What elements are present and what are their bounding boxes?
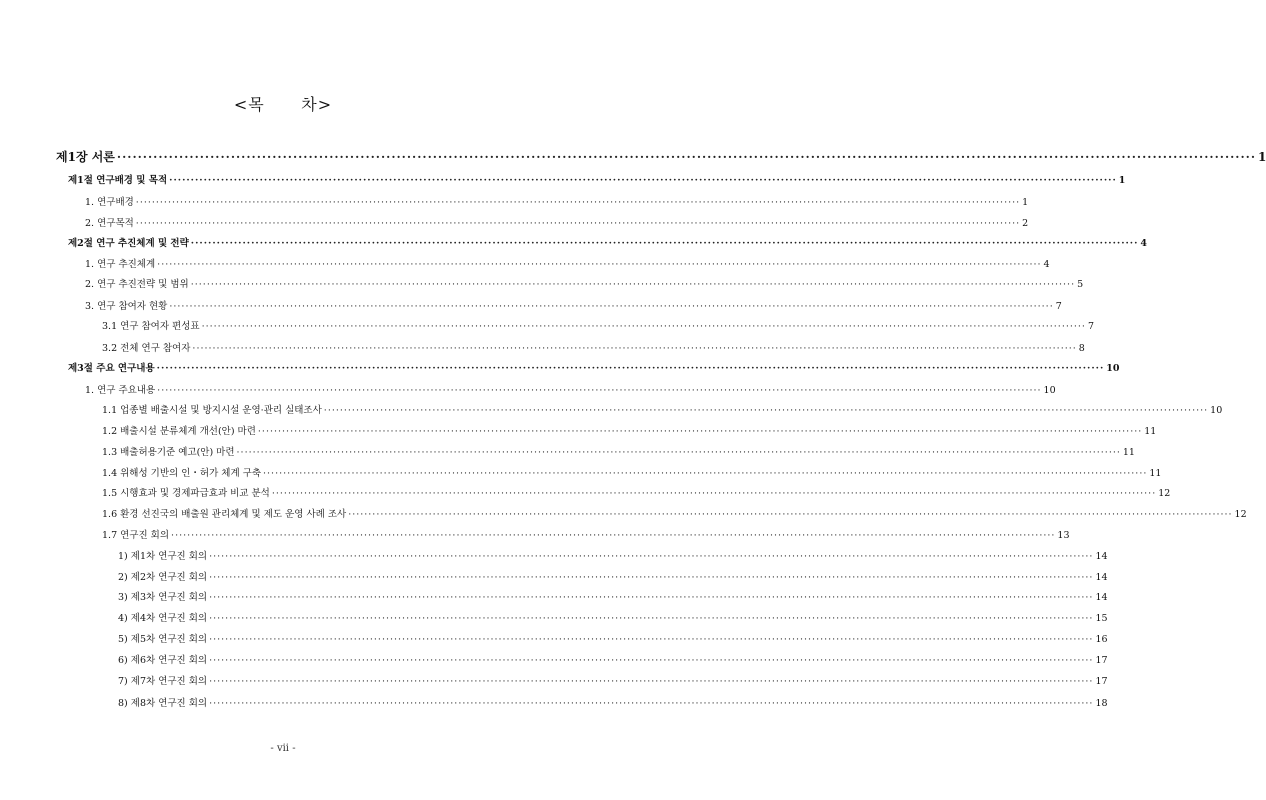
toc-entry-label: 1.5 시행효과 및 경제파급효과 비교 분석	[102, 488, 270, 499]
toc-entry-label: 1.4 위해성 기반의 인・허가 체계 구축	[102, 468, 262, 479]
toc-entry-page: 12	[1234, 509, 1247, 520]
toc-entry[interactable]	[85, 300, 1062, 314]
toc-entry-page: 1	[1022, 197, 1029, 208]
dot-leader: ····························································································································································································································	[169, 301, 1054, 312]
toc-entry-label: 4) 제4차 연구진 회의	[118, 613, 208, 624]
toc-entry-label: 2. 연구 추진전략 및 범위	[85, 279, 189, 290]
dot-leader: ····························································································································································································································	[348, 509, 1233, 520]
toc-entry[interactable]	[118, 591, 1108, 605]
dot-leader: ····························································································································································································································	[135, 197, 1021, 208]
toc-entry-label: 제3절 주요 연구내용	[68, 363, 155, 374]
toc-entry[interactable]	[102, 404, 1223, 418]
toc-entry-label: 제1절 연구배경 및 목적	[68, 175, 168, 186]
toc-entry[interactable]	[118, 633, 1108, 647]
dot-leader: ····························································································································································································································	[209, 655, 1094, 666]
toc-entry[interactable]	[102, 467, 1162, 481]
toc-entry[interactable]	[118, 654, 1108, 668]
toc-entry-label: 1. 연구 추진체계	[85, 259, 156, 270]
toc-entry-page: 4	[1043, 259, 1050, 270]
toc-entry-page: 18	[1095, 698, 1108, 709]
toc-entry[interactable]	[68, 237, 1148, 251]
toc-entry-label: 1.2 배출시설 분류체계 개선(안) 마련	[102, 426, 256, 437]
toc-entry[interactable]	[118, 550, 1108, 564]
toc-entry-label: 3.1 연구 참여자 편성표	[102, 321, 200, 332]
toc-entry-label: 8) 제8차 연구진 회의	[118, 698, 208, 709]
toc-entry-page: 10	[1043, 385, 1056, 396]
dot-leader: ····························································································································································································································	[157, 385, 1042, 396]
toc-entry-page: 15	[1095, 613, 1108, 624]
toc-entry[interactable]	[118, 612, 1108, 626]
toc-entry[interactable]	[102, 320, 1094, 334]
toc-entry-page: 7	[1087, 321, 1094, 332]
toc-entry-label: 2. 연구목적	[85, 218, 134, 229]
toc-entry[interactable]	[102, 529, 1070, 543]
toc-entry-page: 11	[1122, 447, 1135, 458]
toc-entry[interactable]	[68, 174, 1126, 188]
dot-leader: ····························································································································································································································	[209, 698, 1094, 709]
toc-entry-page: 12	[1158, 488, 1171, 499]
toc-entry-page: 11	[1144, 426, 1157, 437]
dot-leader: ····························································································································································································································	[171, 530, 1056, 541]
dot-leader: ····························································································································································································································	[271, 488, 1157, 499]
toc-entry-label: 1.1 업종별 배출시설 및 방지시설 운영·관리 실태조사	[102, 405, 322, 416]
dot-leader: ····························································································································································································································	[190, 238, 1139, 249]
toc-entry[interactable]	[102, 508, 1247, 522]
toc-entry-page: 8	[1078, 343, 1085, 354]
toc-entry-page: 13	[1057, 530, 1070, 541]
dot-leader: ····························································································································································································································	[323, 405, 1209, 416]
toc-entry-label: 3) 제3차 연구진 회의	[118, 592, 208, 603]
dot-leader: ····························································································································································································································	[236, 447, 1121, 458]
toc-entry-label: 1. 연구배경	[85, 197, 134, 208]
toc-entry-page: 14	[1095, 551, 1108, 562]
toc-entry-page: 1	[1118, 175, 1126, 186]
toc-entry[interactable]	[118, 697, 1108, 711]
toc-entry-label: 1.3 배출허용기준 예고(안) 마련	[102, 447, 235, 458]
toc-entry-label: 제2절 연구 추진체계 및 전략	[68, 238, 189, 249]
toc-entry-page: 14	[1095, 572, 1108, 583]
toc-entry-page: 4	[1140, 238, 1148, 249]
dot-leader: ····························································································································································································································	[209, 676, 1094, 687]
toc-entry-label: 1) 제1차 연구진 회의	[118, 551, 208, 562]
toc-entry-label: 1.6 환경 선진국의 배출원 관리체계 및 제도 운영 사례 조사	[102, 509, 347, 520]
dot-leader: ····························································································································································································································	[209, 592, 1094, 603]
toc-entry-label: 1.7 연구진 회의	[102, 530, 170, 541]
dot-leader: ····························································································································································································································	[116, 150, 1257, 164]
toc-entry-page: 11	[1149, 468, 1162, 479]
toc-entry-page: 17	[1095, 676, 1108, 687]
toc-entry[interactable]	[68, 362, 1120, 376]
toc-entry[interactable]	[102, 446, 1135, 460]
toc-entry[interactable]	[102, 342, 1085, 356]
toc-entry-page: 10	[1106, 363, 1120, 374]
dot-leader: ····························································································································································································································	[257, 426, 1143, 437]
toc-entry-page: 14	[1095, 592, 1108, 603]
toc-entry-page: 5	[1077, 279, 1084, 290]
toc-entry[interactable]	[85, 258, 1050, 272]
toc-entry-label: 1. 연구 주요내용	[85, 385, 156, 396]
toc-entry-page: 2	[1022, 218, 1029, 229]
dot-leader: ····························································································································································································································	[209, 572, 1094, 583]
toc-entry[interactable]	[85, 196, 1029, 210]
dot-leader: ····························································································································································································································	[135, 218, 1021, 229]
toc-entry-label: 2) 제2차 연구진 회의	[118, 572, 208, 583]
dot-leader: ····························································································································································································································	[192, 343, 1077, 354]
dot-leader: ····························································································································································································································	[209, 613, 1094, 624]
toc-entry[interactable]	[118, 675, 1108, 689]
toc-entry-label: 3. 연구 참여자 현황	[85, 301, 168, 312]
toc-entry-label: 5) 제5차 연구진 회의	[118, 634, 208, 645]
dot-leader: ····························································································································································································································	[209, 634, 1094, 645]
dot-leader: ····························································································································································································································	[263, 468, 1148, 479]
toc-entry-page: 7	[1055, 301, 1062, 312]
toc-entry[interactable]	[85, 217, 1029, 231]
dot-leader: ····························································································································································································································	[156, 363, 1105, 374]
page-footer: - vii -	[270, 743, 296, 754]
toc-entry-label: 6) 제6차 연구진 회의	[118, 655, 208, 666]
toc-entry-page: 1	[1258, 150, 1266, 164]
toc-entry[interactable]	[102, 425, 1157, 439]
toc-entry-label: 7) 제7차 연구진 회의	[118, 676, 208, 687]
toc-entry[interactable]	[56, 150, 1266, 164]
toc-entry[interactable]	[85, 384, 1056, 398]
toc-entry[interactable]	[118, 571, 1108, 585]
toc-entry[interactable]	[85, 278, 1084, 292]
dot-leader: ····························································································································································································································	[169, 175, 1117, 186]
toc-title: <목 차>	[233, 95, 333, 114]
toc-entry[interactable]	[102, 487, 1171, 501]
dot-leader: ····························································································································································································································	[201, 321, 1086, 332]
dot-leader: ····························································································································································································································	[157, 259, 1042, 270]
toc-entry-page: 17	[1095, 655, 1108, 666]
toc-entry-label: 제1장 서론	[56, 150, 115, 164]
toc-entry-page: 16	[1095, 634, 1108, 645]
toc-entry-label: 3.2 전체 연구 참여자	[102, 343, 191, 354]
toc-entry-page: 10	[1210, 405, 1223, 416]
dot-leader: ····························································································································································································································	[209, 551, 1094, 562]
dot-leader: ····························································································································································································································	[190, 279, 1076, 290]
